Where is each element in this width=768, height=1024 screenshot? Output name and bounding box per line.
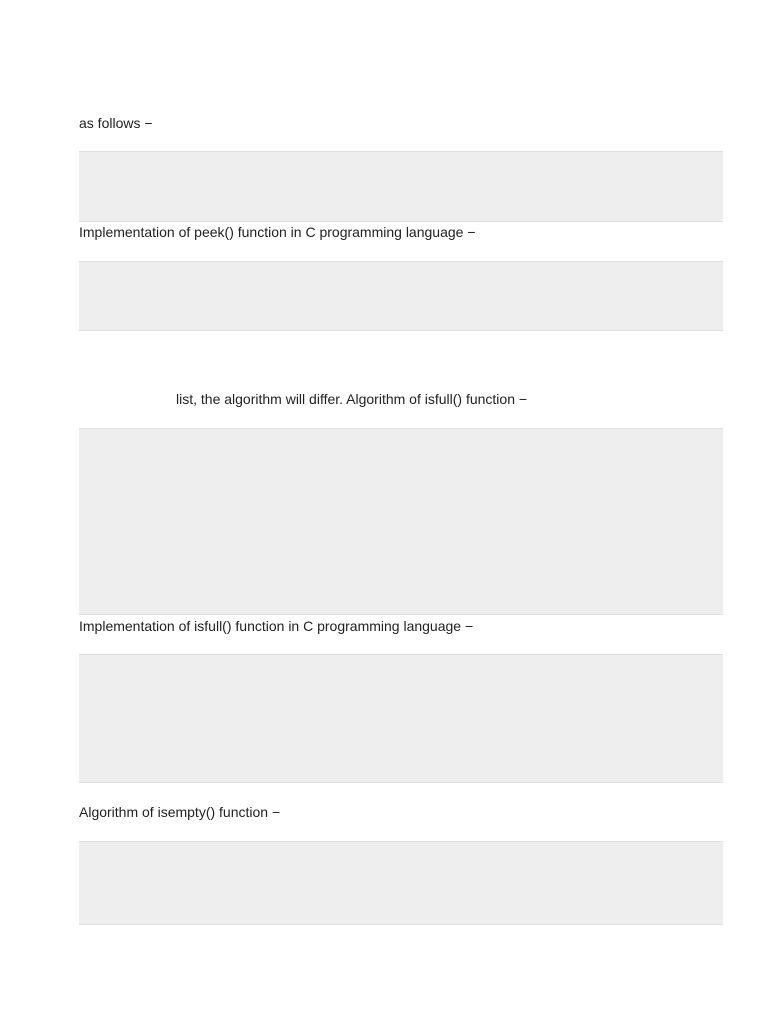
code-block-peek-implementation bbox=[79, 261, 723, 331]
paragraph-isempty-algorithm: Algorithm of isempty() function − bbox=[79, 804, 281, 820]
paragraph-as-follows: as follows − bbox=[79, 115, 153, 131]
paragraph-peek-implementation: Implementation of peek() function in C programming language − bbox=[79, 224, 476, 240]
code-block-isfull-algorithm bbox=[79, 428, 723, 615]
paragraph-isfull-implementation: Implementation of isfull() function in C programming language − bbox=[79, 618, 474, 634]
code-block-isempty-algorithm bbox=[79, 841, 723, 925]
code-block-isfull-implementation bbox=[79, 654, 723, 783]
paragraph-isfull-algorithm-intro: list, the algorithm will differ. Algorithm of isfull() function − bbox=[176, 391, 528, 407]
code-block-peek-algorithm bbox=[79, 151, 723, 222]
